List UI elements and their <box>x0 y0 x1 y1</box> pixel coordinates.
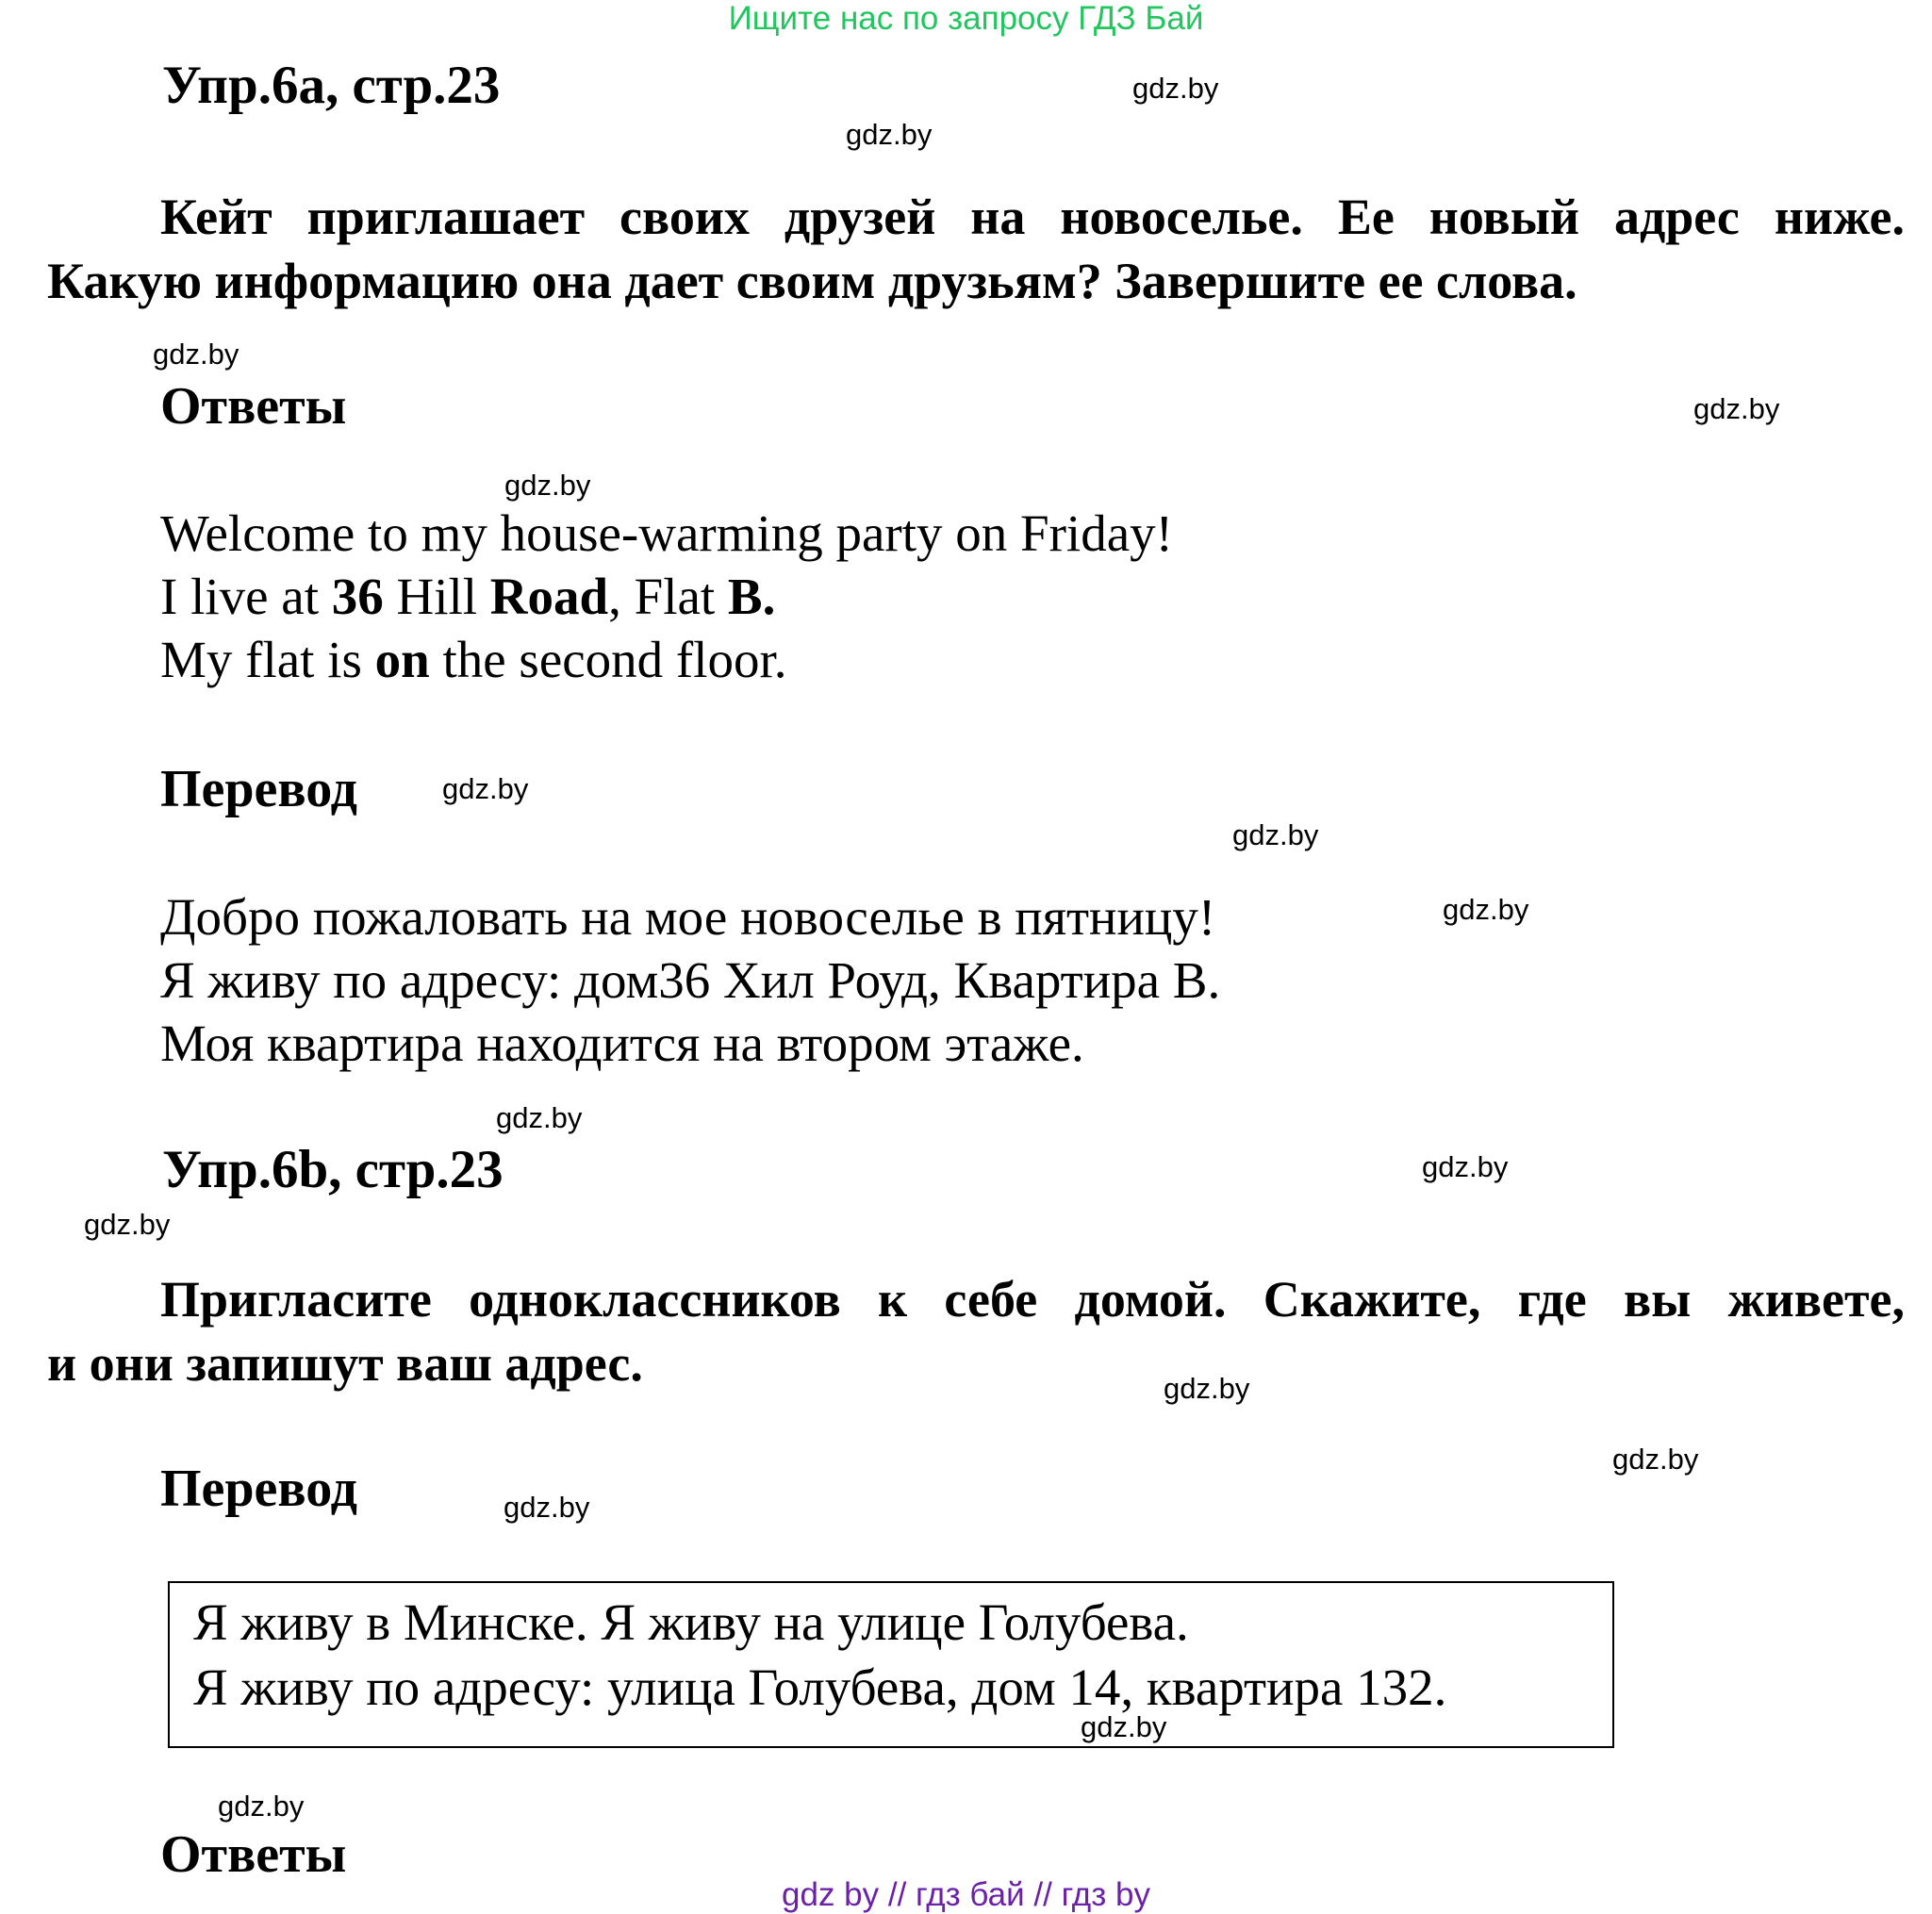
watermark: gdz.by <box>504 469 591 502</box>
answer-line-2 <box>160 566 775 628</box>
watermark: gdz.by <box>504 1491 590 1524</box>
search-hint-banner: Ищите нас по запросу ГДЗ Бай <box>728 0 1204 37</box>
watermark: gdz.by <box>846 118 933 151</box>
exercise-6b-task-line-1: Пригласите одноклассников к себе домой. Скажите, где вы живете, <box>160 1271 1905 1328</box>
watermark: gdz.by <box>1132 72 1219 105</box>
answer-street-name: Hill <box>383 568 490 625</box>
translation-line-2: Я живу по адресу: дом36 Хил Роуд, Квартира В. <box>160 951 1221 1009</box>
answer-flat-letter: B. <box>727 568 776 625</box>
watermark: gdz.by <box>153 338 239 371</box>
address-box-line-1: Я живу в Минске. Я живу на улице Голубева. <box>193 1593 1189 1651</box>
watermark: gdz.by <box>442 772 529 805</box>
watermark: gdz.by <box>1232 818 1319 851</box>
exercise-6a-task-line-1: Кейт приглашает своих друзей на новоселье. Ее новый адрес ниже. <box>160 189 1905 245</box>
exercise-6b-translation-heading: Перевод <box>160 1460 357 1518</box>
watermark: gdz.by <box>1693 392 1780 425</box>
watermark: gdz.by <box>84 1208 171 1241</box>
exercise-6b-answers-heading: Ответы <box>160 1825 347 1884</box>
watermark: gdz.by <box>218 1790 305 1823</box>
answer-line-2-prefix: I live at <box>160 568 332 625</box>
answer-line-3 <box>160 629 787 691</box>
watermark: gdz.by <box>1422 1150 1509 1183</box>
watermark: gdz.by <box>496 1101 583 1134</box>
exercise-6b-title: Упр.6b, стр.23 <box>162 1140 504 1199</box>
answer-line-1: Welcome to my house-warming party on Friday! <box>160 504 1173 562</box>
watermark: gdz.by <box>1443 893 1529 926</box>
footer-links: gdz by // гдз бай // гдз by <box>782 1876 1150 1913</box>
answer-line-3-prefix: My flat is <box>160 631 375 688</box>
answer-house-number: 36 <box>331 568 384 625</box>
watermark: gdz.by <box>1081 1710 1167 1743</box>
exercise-6a-task-line-2: Какую информацию она дает своим друзьям? Завершите ее слова. <box>47 253 1577 309</box>
answer-line-3-suffix: the second floor. <box>429 631 787 688</box>
watermark: gdz.by <box>1164 1372 1250 1405</box>
exercise-6a-translation-heading: Перевод <box>160 760 357 818</box>
answer-flat-label: , Flat <box>608 568 728 625</box>
watermark: gdz.by <box>1612 1443 1699 1476</box>
address-box-line-2: Я живу по адресу: улица Голубева, дом 14, квартира 132. <box>193 1658 1447 1716</box>
answer-preposition: on <box>374 631 430 688</box>
translation-line-1: Добро пожаловать на мое новоселье в пятницу! <box>160 888 1216 946</box>
exercise-6a-answers-heading: Ответы <box>160 377 347 436</box>
exercise-6b-task-line-2: и они запишут ваш адрес. <box>47 1335 643 1392</box>
exercise-6a-title: Упр.6а, стр.23 <box>162 56 501 115</box>
answer-road-word: Road <box>489 568 609 625</box>
translation-line-3: Моя квартира находится на втором этаже. <box>160 1015 1084 1072</box>
